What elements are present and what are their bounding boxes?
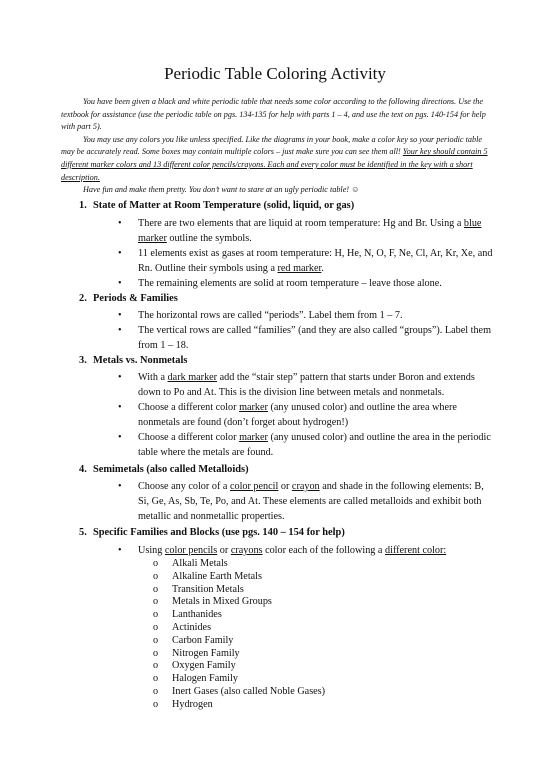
section-1-bullets [0,216,493,291]
list-item: • There are two elements that are liquid at room temperature: Hg and Br. Using a blue marker outline the symbols. [118,218,482,244]
bullet-icon: • [118,481,122,492]
list-item: • Using color pencils or crayons color each of the following a different color: [118,545,447,556]
section-4-bullets [0,479,493,524]
family-list [0,558,325,712]
list-item: o Alkaline Earth Metals [153,570,262,582]
list-item: • Choose a different color marker (any unused color) and outline the area in the periodic table where the metals are found. [118,432,491,458]
section-5-heading: 5. Specific Families and Blocks (use pgs. 140 – 154 for help) [79,527,345,538]
key-requirement: Your key should contain 5 different marker colors and 13 different color pencils/crayons. Each and every color must be identified in the key with a short description. [61,147,488,182]
list-item: • The horizontal rows are called “periods”. Label them from 1 – 7. [118,310,403,321]
page-title: Periodic Table Coloring Activity [164,64,386,83]
circle-bullet-icon: o [153,558,159,569]
section-2-heading: 2. Periods & Families [79,293,178,304]
list-item: o Alkali Metals [153,558,228,569]
intro-paragraph-3: Have fun and make them pretty. You don’t want to stare at an ugly periodic table! ☺ [83,185,360,195]
list-item: • Choose a different color marker (any unused color) and outline the area where nonmetals are found (don’t forget about hydrogen!) [118,402,457,428]
intro-paragraph-2: You may use any colors you like unless specified. Like the diagrams in your book, make a color key so your periodic table may be accurately read. Some boxes may contain multiple colors – just make sure you can see them all! Your key should contain 5 different marker colors and 13 different color pencils/crayons. Each and every color must be identified in the key with a short description. [61,134,488,182]
circle-bullet-icon: o [153,621,159,633]
circle-bullet-icon: o [153,698,159,710]
circle-bullet-icon: o [153,570,159,582]
list-item: o Hydrogen [153,698,213,710]
section-2-bullets [0,308,493,353]
circle-bullet-icon: o [153,583,159,595]
list-item: o Inert Gases (also called Noble Gases) [153,685,326,697]
circle-bullet-icon: o [153,596,159,608]
list-item: o Metals in Mixed Groups [153,596,272,608]
intro-paragraph-1: You have been given a black and white periodic table that needs some color according to the following directions. Use the textbook for assistance (use the periodic table on pgs. 134-135 for help with parts 1 – 4, and use the text on pgs. 140-154 for help with part 5). [61,97,486,132]
bullet-icon: • [118,218,122,229]
intro-text [61,96,491,197]
list-item: o Carbon Family [153,634,234,646]
list-item: o Nitrogen Family [153,647,240,659]
list-item: • Choose any color of a color pencil or crayon and shade in the following elements: B, Si, Ge, As, Sb, Te, Po, and At. These elements are called metalloids and exhibit both metallic and nonmetallic properties. [118,481,484,522]
section-4-heading: 4. Semimetals (also called Metalloids) [79,464,249,475]
circle-bullet-icon: o [153,609,159,621]
bullet-icon: • [118,545,122,556]
bullet-icon: • [118,402,122,413]
circle-bullet-icon: o [153,673,159,685]
circle-bullet-icon: o [153,685,159,697]
section-1-heading: 1. State of Matter at Room Temperature (solid, liquid, or gas) [79,200,355,211]
section-3-heading: 3. Metals vs. Nonmetals [79,355,188,366]
list-item: o Halogen Family [153,673,238,685]
section-5-bullets [0,543,493,558]
bullet-icon: • [118,325,122,336]
smiley-icon: ☺ [351,185,360,195]
list-item: o Transition Metals [153,583,244,595]
list-item: o Oxygen Family [153,660,236,672]
bullet-icon: • [118,432,122,443]
list-item: • The remaining elements are solid at room temperature – leave those alone. [118,278,442,289]
circle-bullet-icon: o [153,647,159,659]
bullet-icon: • [118,278,122,289]
list-item: o Actinides [153,621,212,633]
list-item: • 11 elements exist as gases at room temperature: H, He, N, O, F, Ne, Cl, Ar, Kr, Xe, and Rn. Outline their symbols using a red marker. [118,248,493,274]
list-item: • The vertical rows are called “families” (and they are also called “groups”). Label them from 1 – 18. [118,325,491,351]
section-3-bullets [0,370,493,460]
bullet-icon: • [118,372,122,383]
list-item: o Lanthanides [153,609,222,621]
circle-bullet-icon: o [153,634,159,646]
bullet-icon: • [118,248,122,259]
list-item: • With a dark marker add the “stair step” pattern that starts under Boron and extends down to Po and At. This is the division line between metals and nonmetals. [118,372,475,398]
bullet-icon: • [118,310,122,321]
circle-bullet-icon: o [153,660,159,672]
